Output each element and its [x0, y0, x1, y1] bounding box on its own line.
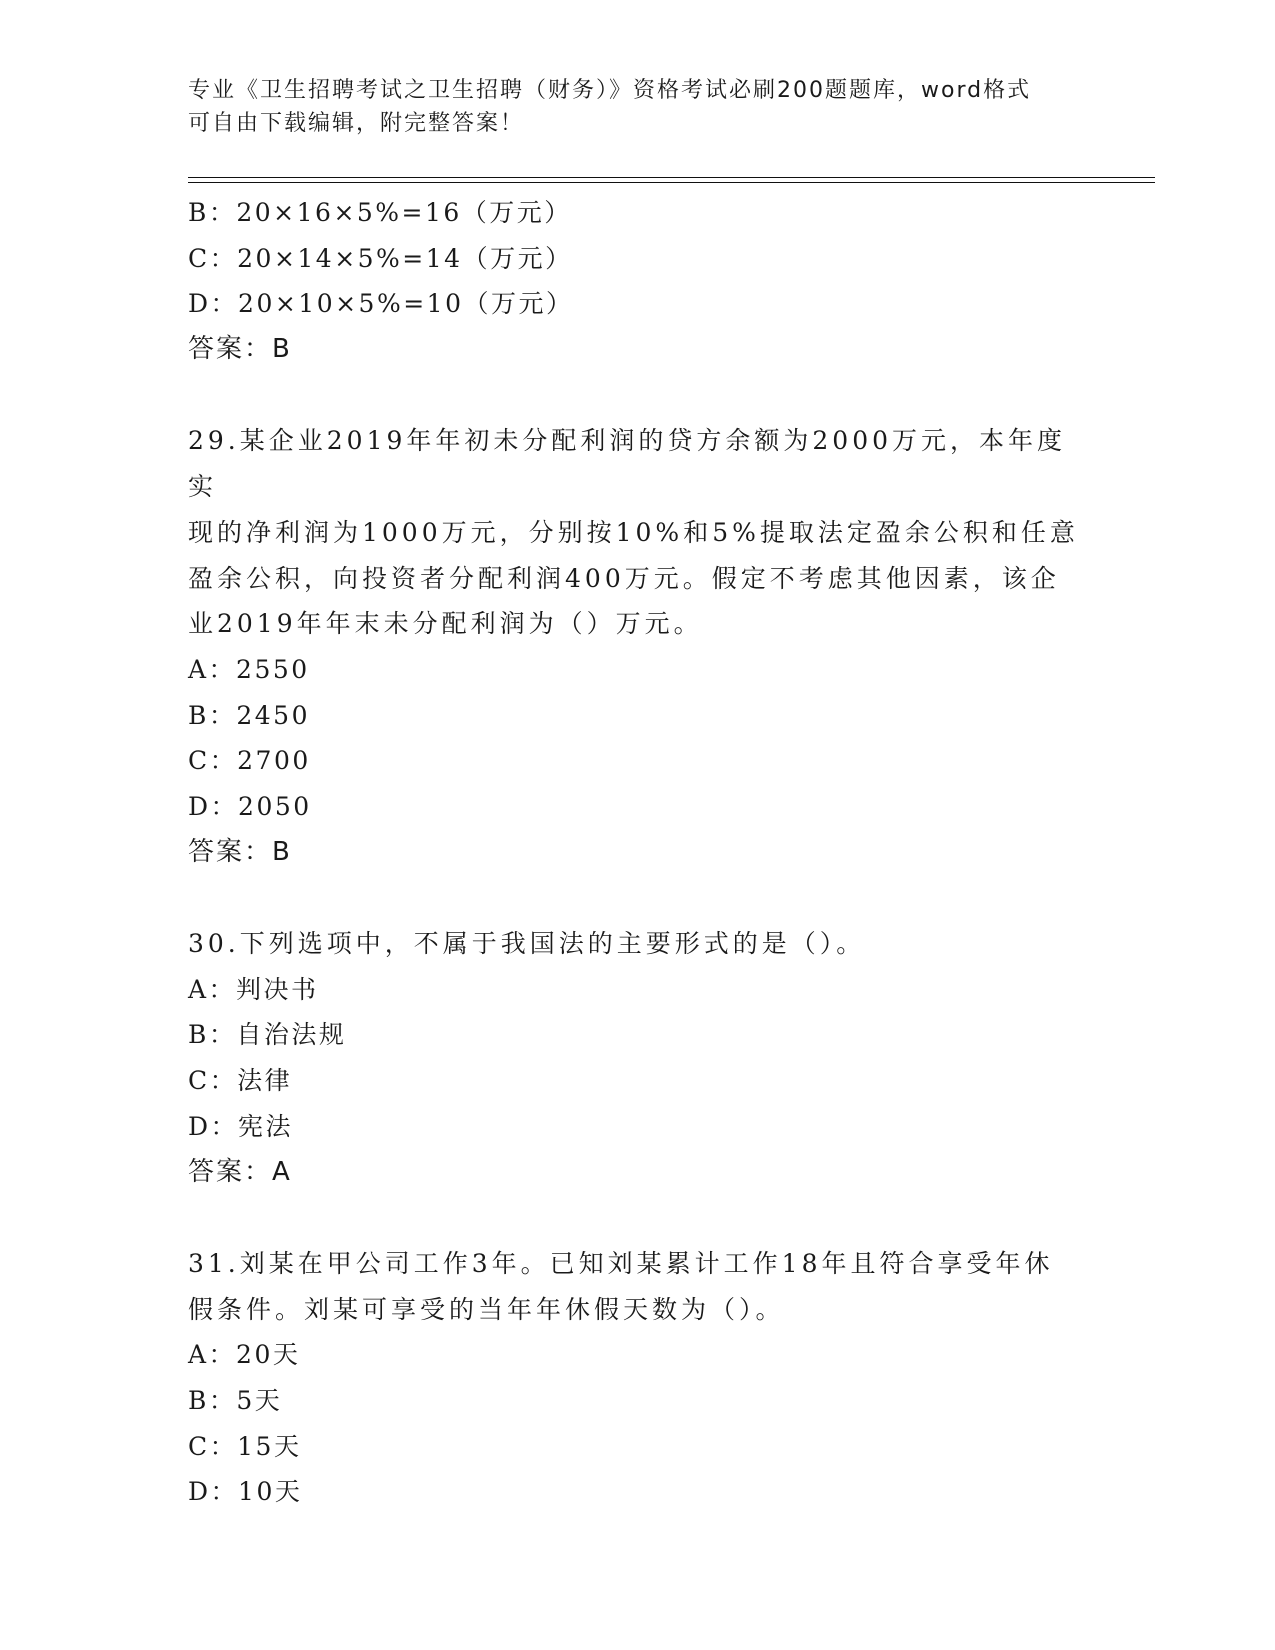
question-28: [188, 190, 1088, 373]
answer-line: 答案：A: [188, 1156, 292, 1187]
question-29: [188, 418, 1088, 875]
question-text: [188, 1241, 1083, 1332]
header-divider-top: [188, 177, 1155, 178]
option-c: C：2700: [188, 746, 311, 776]
header-divider-bottom: [188, 182, 1155, 183]
document-header: [188, 74, 1088, 140]
option-a: A：2550: [188, 654, 310, 684]
question-31: [188, 1241, 1088, 1515]
option-d: D：10天: [188, 1477, 303, 1507]
option-c: C：法律: [188, 1066, 293, 1096]
spacer: [188, 373, 1088, 419]
option-c: C：20×14×5%=14（万元）: [188, 243, 573, 273]
question-text-line: 31.刘某在甲公司工作3年。已知刘某累计工作18年且符合享受年休: [188, 1248, 1054, 1278]
question-list: [188, 190, 1088, 1515]
question-text: [188, 418, 1083, 647]
option-a: A：20天: [188, 1340, 301, 1370]
question-text: [188, 921, 1083, 967]
option-d: D：20×10×5%=10（万元）: [188, 289, 574, 319]
question-text-line: 29.某企业2019年年初未分配利润的贷方余额为2000万元，本年度实: [188, 426, 1067, 502]
spacer: [188, 875, 1088, 921]
option-d: D：宪法: [188, 1111, 294, 1141]
option-b: B：自治法规: [188, 1020, 347, 1050]
option-a: A：判决书: [188, 974, 319, 1004]
option-b: B：20×16×5%=16（万元）: [188, 198, 572, 227]
spacer: [188, 1195, 1088, 1241]
option-b: B：5天: [188, 1386, 283, 1415]
option-d: D：2050: [188, 792, 312, 822]
option-b: B：2450: [188, 700, 310, 730]
question-text-line: 业2019年年末未分配利润为（）万元。: [188, 609, 703, 639]
question-text-line: 盈余公积，向投资者分配利润400万元。假定不考虑其他因素，该企: [188, 563, 1060, 593]
header-title-line-1: 专业《卫生招聘考试之卫生招聘（财务）》资格考试必刷200题题库，word格式: [188, 78, 1032, 103]
question-30: [188, 921, 1088, 1195]
question-text-line: 30.下列选项中，不属于我国法的主要形式的是（）。: [188, 929, 866, 959]
question-text-line: 现的净利润为1000万元，分别按10%和5%提取法定盈余公积和任意: [188, 517, 1079, 547]
header-title-line-2: 可自由下载编辑，附完整答案！: [188, 111, 525, 136]
question-text-line: 假条件。刘某可享受的当年年休假天数为（）。: [188, 1294, 785, 1324]
option-c: C：15天: [188, 1431, 302, 1461]
answer-line: 答案：B: [188, 836, 292, 867]
answer-line: 答案：B: [188, 334, 292, 365]
